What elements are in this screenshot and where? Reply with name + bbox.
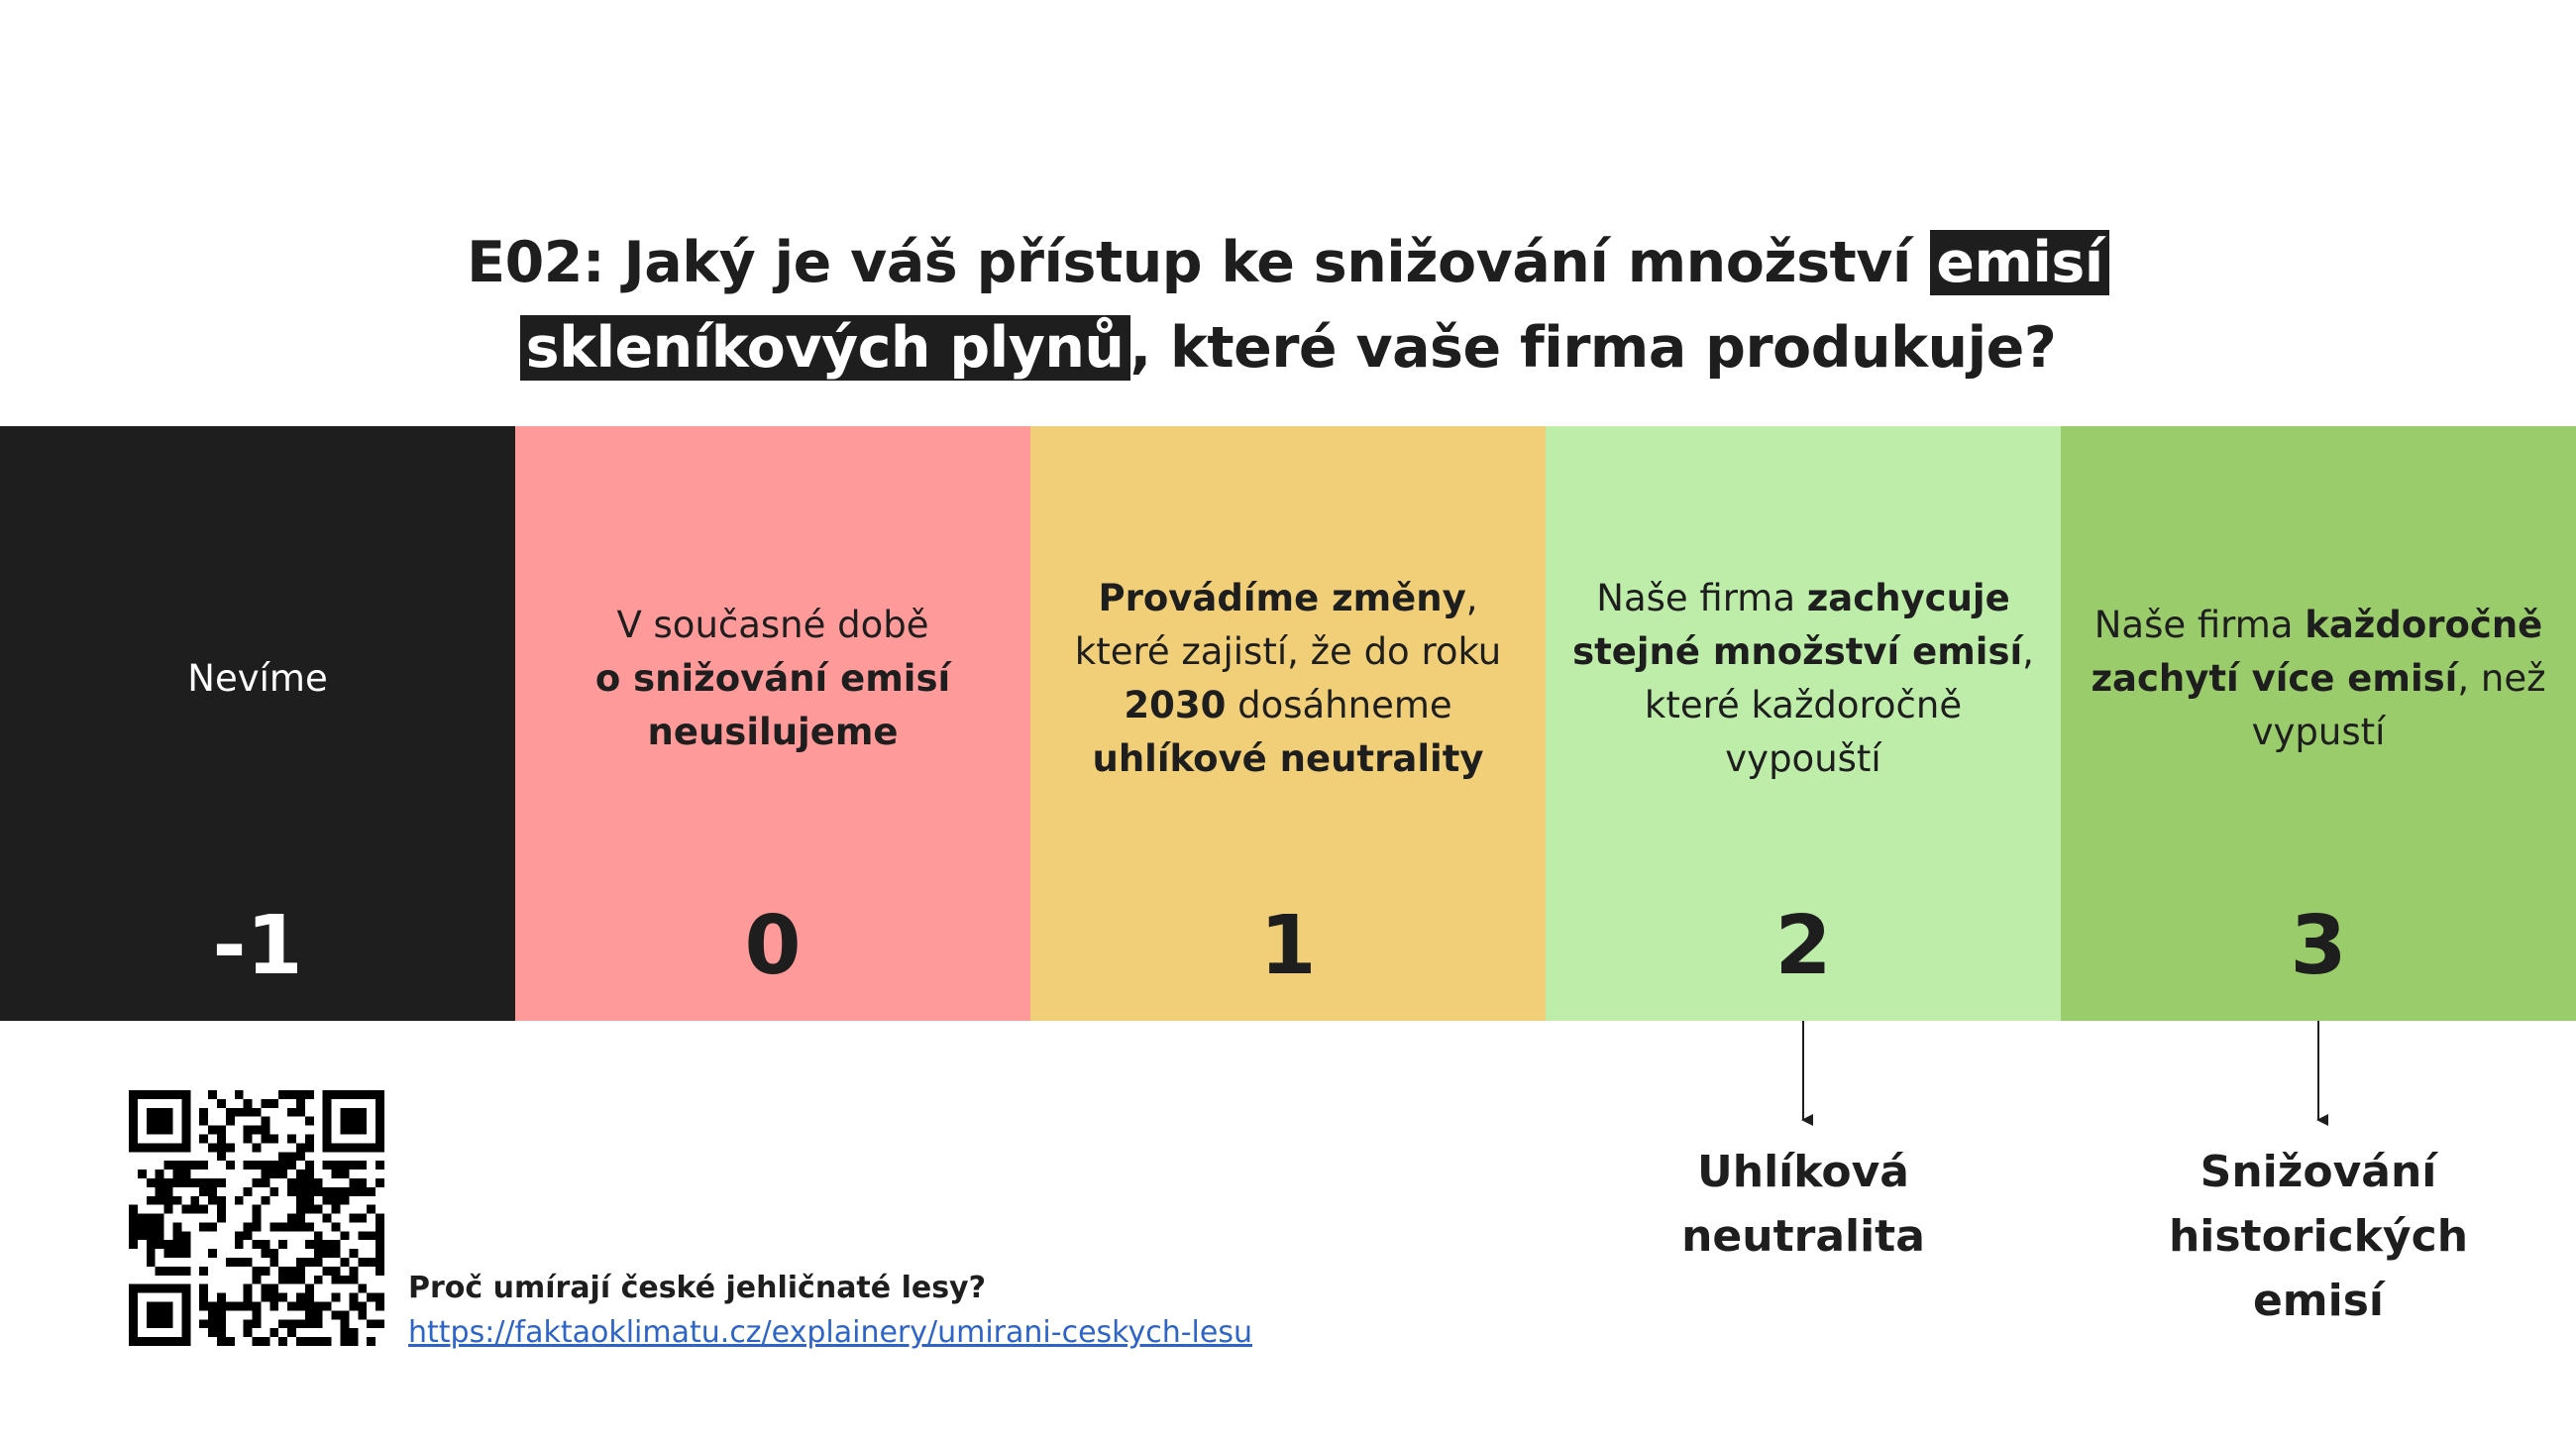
question-title bbox=[198, 220, 2378, 390]
scale-option-number: 1 bbox=[1259, 899, 1317, 993]
title-text-2: , které vaše firma produkuje? bbox=[1129, 315, 2057, 381]
scale-option-number: 3 bbox=[2290, 899, 2347, 993]
footer-title: Proč umírají české jehličnaté lesy? bbox=[408, 1271, 987, 1305]
description-run: o snižování emisí neusilujeme bbox=[594, 657, 951, 753]
description-run: Naše firma bbox=[1596, 577, 1807, 619]
scale-option-3 bbox=[2061, 426, 2576, 1021]
description-run: , které zajistí, že do roku bbox=[1074, 577, 1502, 673]
title-highlight-1: emisí bbox=[1930, 230, 2109, 295]
rating-scale bbox=[0, 426, 2576, 1021]
description-run: Naše firma bbox=[2093, 604, 2306, 646]
scale-option-description bbox=[1563, 555, 2043, 803]
description-run: uhlíkové neutrality bbox=[1092, 737, 1484, 780]
footer-link[interactable]: https://faktaoklimatu.cz/explainery/umirani-ceskych-lesu bbox=[408, 1315, 1252, 1350]
description-run: Provádíme změny bbox=[1098, 577, 1466, 619]
description-run: V současné době bbox=[616, 604, 929, 646]
callout-carbon-neutrality: Uhlíková neutralita bbox=[1681, 1147, 1925, 1262]
scale-option-number: -1 bbox=[212, 899, 303, 993]
title-text-1: E02: Jaký je váš přístup ke snižování množství bbox=[467, 230, 1931, 295]
callout-historical-emissions: Snižování historických emisí bbox=[2168, 1147, 2469, 1326]
callout-arrows bbox=[0, 1021, 2576, 1140]
title-highlight-2: skleníkových plynů bbox=[520, 315, 1130, 381]
scale-option-number: 2 bbox=[1774, 899, 1832, 993]
scale-option-0 bbox=[515, 426, 1030, 1021]
description-run: , než vypustí bbox=[2251, 657, 2546, 753]
qr-code-icon bbox=[129, 1090, 384, 1346]
scale-option-number: 0 bbox=[744, 899, 802, 993]
scale-option-description bbox=[2079, 555, 2558, 803]
description-run: každoročně zachytí více emisí bbox=[2091, 604, 2543, 700]
scale-option-minus1 bbox=[0, 426, 515, 1021]
scale-option-description bbox=[533, 555, 1013, 803]
description-run: Nevíme bbox=[187, 657, 328, 700]
scale-option-description bbox=[18, 555, 497, 803]
description-run: , které každoročně vypouští bbox=[1644, 630, 2034, 780]
scale-option-description bbox=[1048, 555, 1528, 803]
scale-option-2 bbox=[1546, 426, 2061, 1021]
scale-option-1 bbox=[1030, 426, 1546, 1021]
description-run: 2030 bbox=[1124, 684, 1227, 726]
description-run: zachycuje stejné množství emisí bbox=[1572, 577, 2023, 673]
description-run: dosáhneme bbox=[1226, 684, 1452, 726]
